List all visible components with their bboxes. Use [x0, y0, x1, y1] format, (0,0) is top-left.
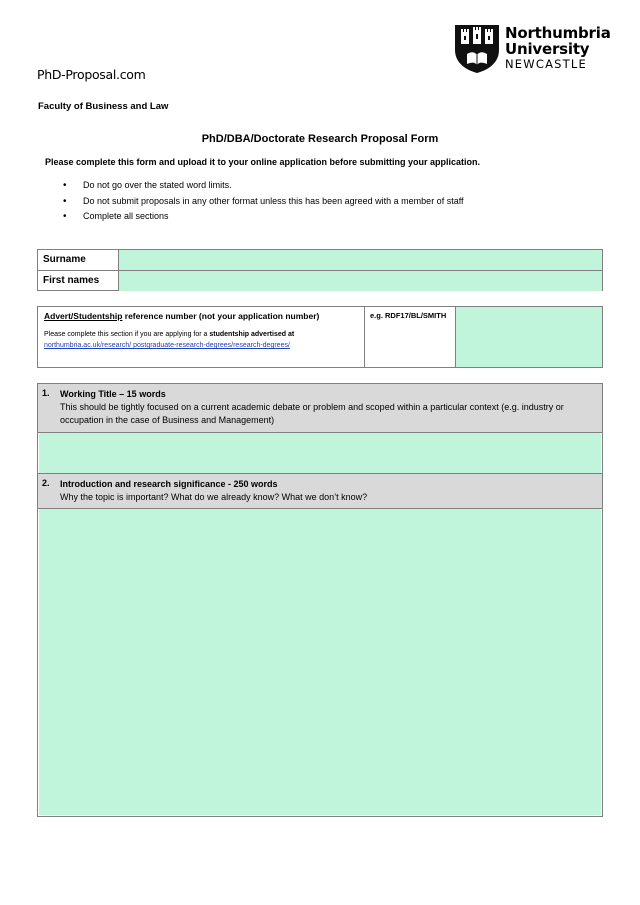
section-1-description: This should be tightly focused on a current academic debate or problem and scoped within a particular context (e.g. industry or occupation in the case of Business and Management)	[60, 402, 564, 425]
reference-number-field[interactable]	[456, 307, 602, 367]
faculty-label: Faculty of Business and Law	[38, 101, 169, 112]
section-1-heading: Working Title – 15 words	[60, 389, 166, 399]
advert-heading-rest: reference number (not your application number)	[122, 311, 320, 321]
section-1-number: 1.	[42, 388, 50, 398]
working-title-answer-field[interactable]	[39, 433, 601, 473]
advert-reference-table	[37, 306, 603, 368]
university-wordmark	[505, 25, 611, 72]
section-2-header	[38, 474, 602, 508]
proposal-sections	[37, 383, 603, 817]
advert-heading	[44, 311, 358, 321]
first-names-field[interactable]	[119, 271, 602, 291]
form-instruction: Please complete this form and upload it to your online application before submitting your application.	[45, 157, 481, 167]
section-2-number: 2.	[42, 478, 50, 488]
advert-link[interactable]: northumbria.ac.uk/research/ postgraduate-research-degrees/research-degrees/	[44, 342, 290, 349]
advert-instructions-cell	[38, 307, 365, 367]
name-table	[37, 249, 603, 291]
introduction-answer-field[interactable]	[39, 509, 601, 815]
form-title: PhD/DBA/Doctorate Research Proposal Form	[201, 133, 439, 145]
list-item: • Do not submit proposals in any other format unless this has been agreed with a member of staff	[63, 194, 464, 210]
site-name: PhD-Proposal.com	[37, 67, 146, 82]
reference-example: e.g. RDF17/BL/SMITH	[365, 307, 456, 367]
section-2-heading: Introduction and research significance - 250 words	[60, 479, 278, 489]
brand-line-1: Northumbria	[505, 24, 611, 42]
advert-body	[44, 329, 358, 351]
first-names-label: First names	[38, 271, 119, 291]
advert-body-bold: studentship advertised at	[209, 331, 295, 338]
list-item: • Do not go over the stated word limits.	[63, 178, 464, 194]
section-1-header	[38, 384, 602, 432]
list-item: • Complete all sections	[63, 209, 464, 225]
surname-label: Surname	[38, 250, 119, 270]
university-shield-logo	[454, 24, 500, 79]
brand-line-2: University	[505, 40, 590, 58]
brand-line-3: NEWCASTLE	[505, 57, 587, 71]
section-2-description: Why the topic is important? What do we already know? What we don’t know?	[60, 492, 368, 502]
advert-heading-underlined: Advert/Studentship	[44, 311, 123, 321]
advert-body-text: Please complete this section if you are applying for a	[44, 331, 210, 338]
surname-field[interactable]	[119, 250, 602, 270]
instruction-list	[63, 178, 464, 225]
